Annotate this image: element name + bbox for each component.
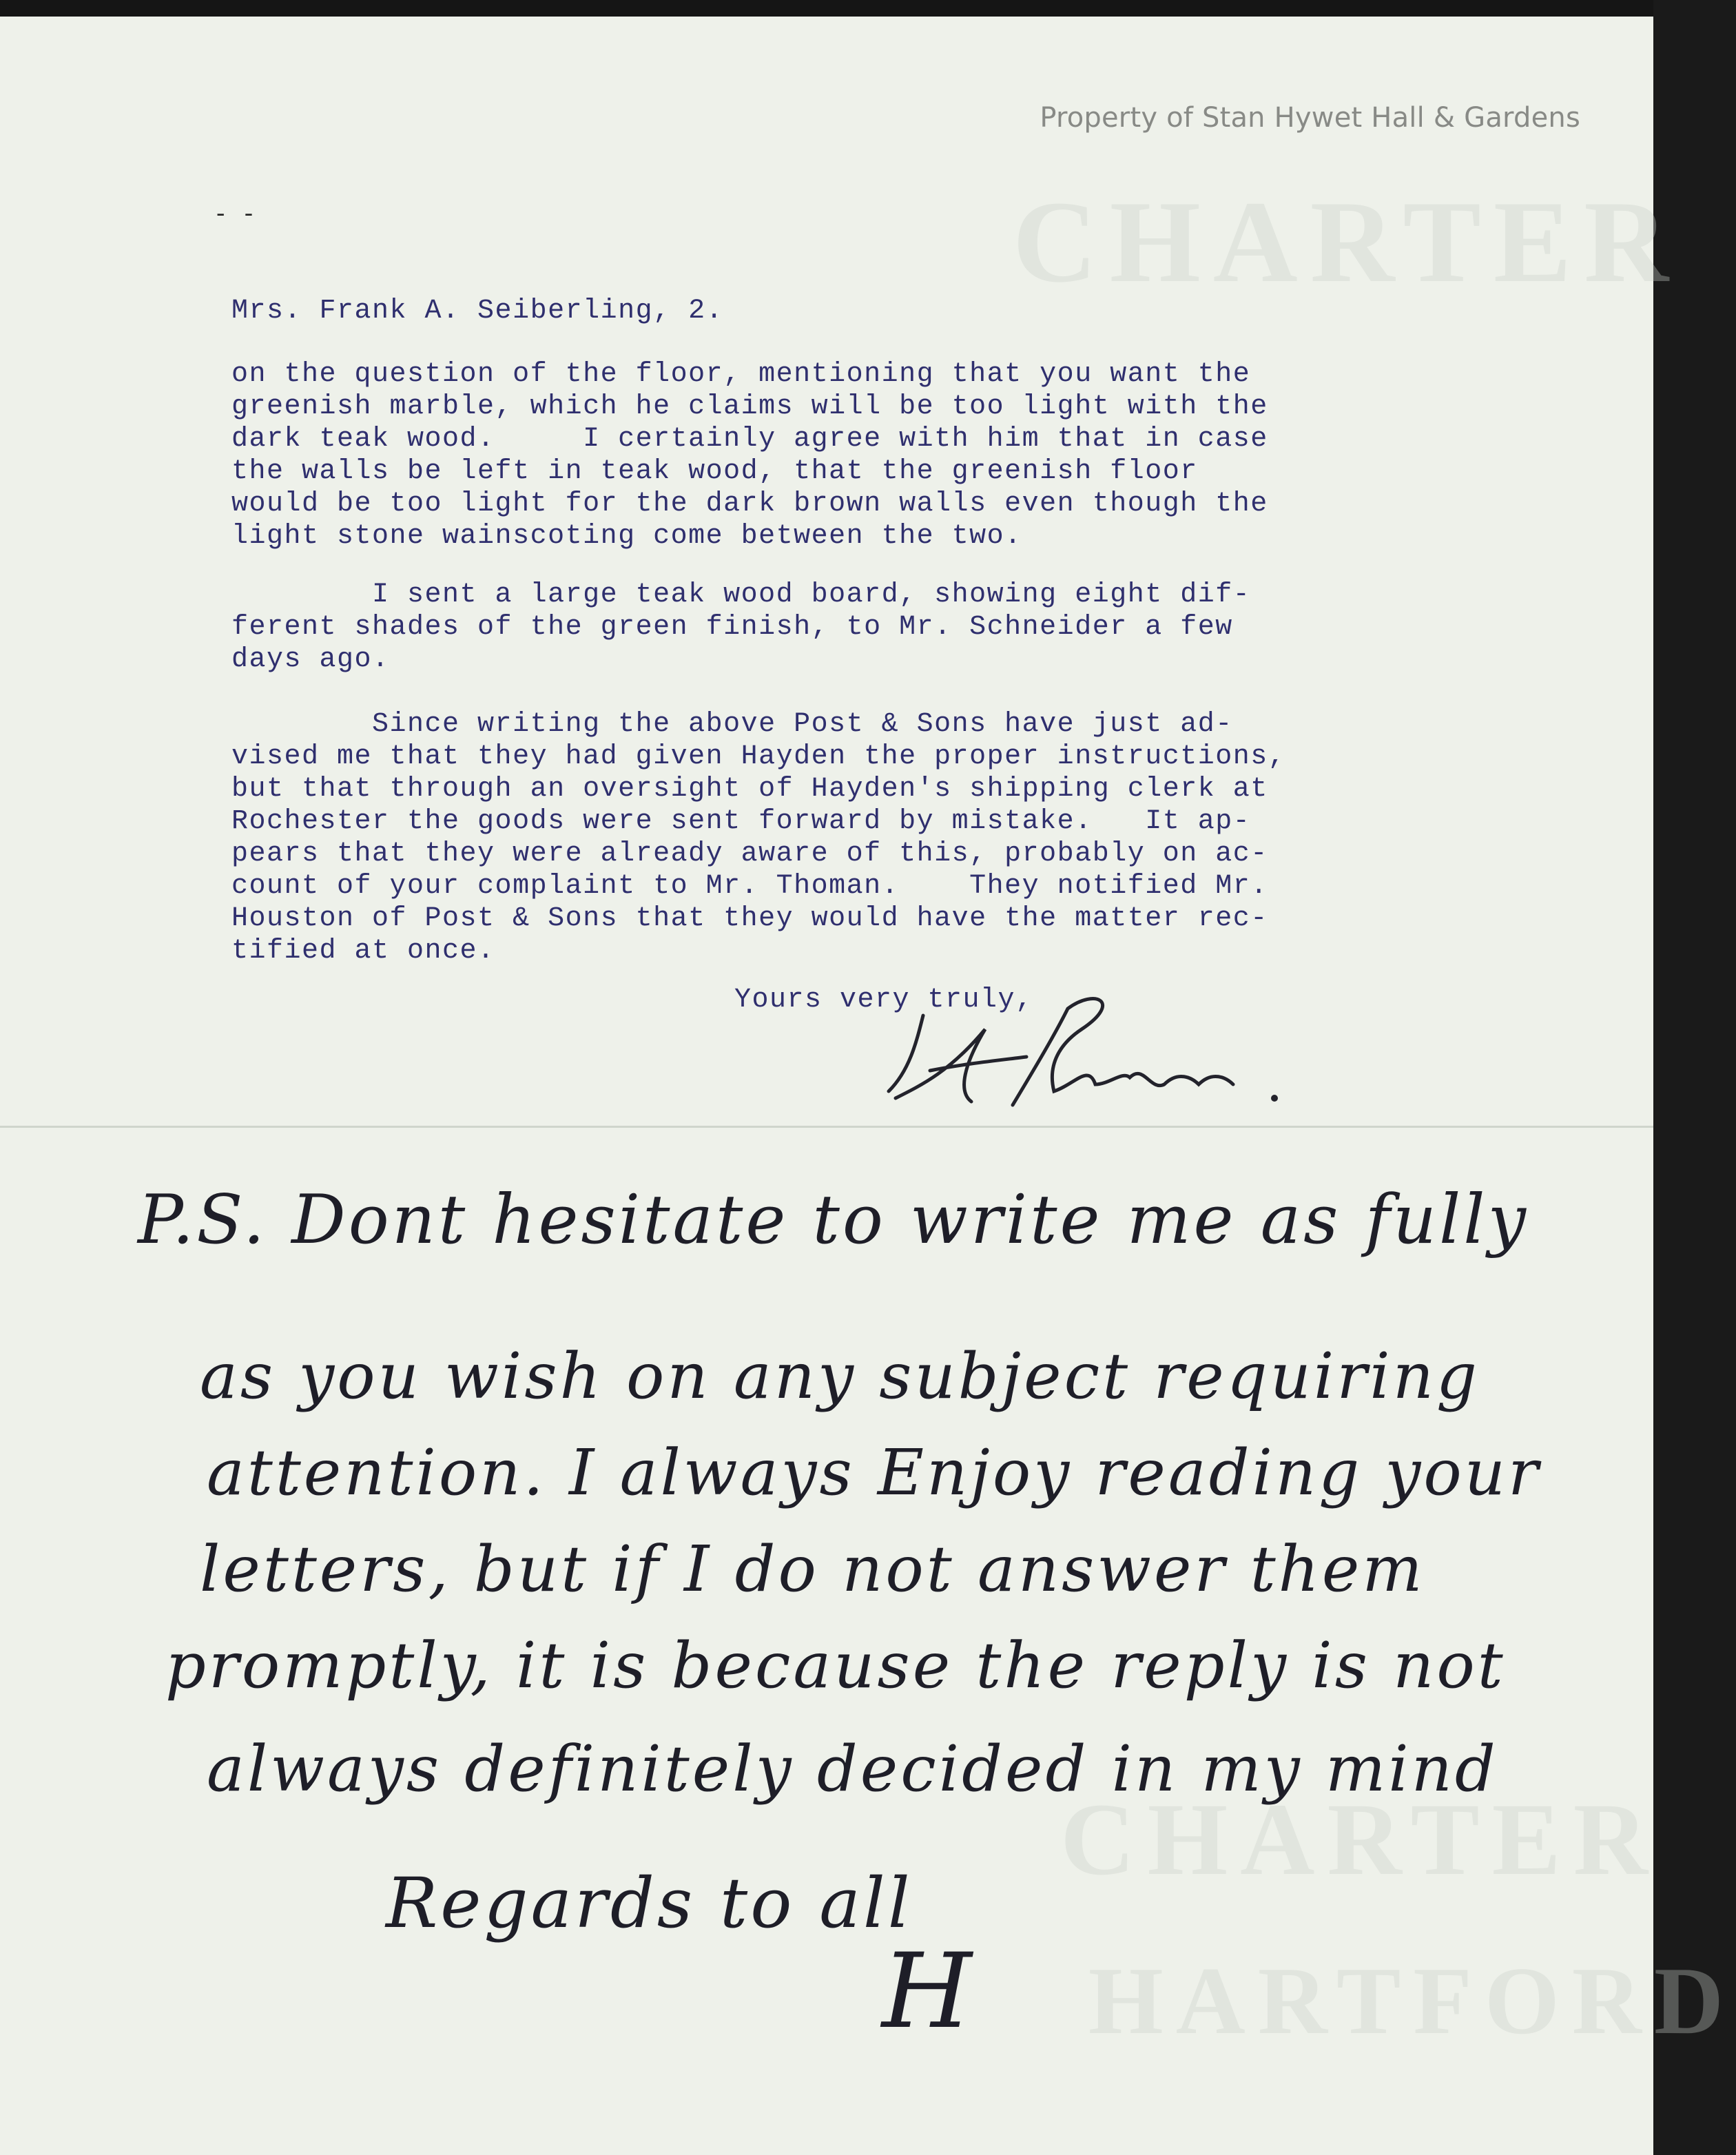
typed-line: Houston of Post & Sons that they would have the matter rec- bbox=[231, 903, 1268, 934]
typed-line: dark teak wood. I certainly agree with him that in case bbox=[231, 424, 1268, 455]
paper-fold-line bbox=[0, 1126, 1653, 1128]
typed-line: Since writing the above Post & Sons have just ad- bbox=[231, 709, 1233, 740]
typed-line: but that through an oversight of Hayden's shipping clerk at bbox=[231, 774, 1268, 805]
postscript-line: attention. I always Enjoy reading your bbox=[207, 1436, 1542, 1509]
letterhead-ghost-top: CHARTER bbox=[1012, 177, 1681, 307]
letterhead-ghost-bottom: CHARTER bbox=[1060, 1782, 1660, 1897]
typed-line: the walls be left in teak wood, that the greenish floor bbox=[231, 456, 1198, 487]
typed-line: days ago. bbox=[231, 644, 390, 675]
watermark: Property of Stan Hywet Hall & Gardens bbox=[1040, 102, 1580, 134]
typed-line: light stone wainscoting come between the two. bbox=[231, 521, 1022, 552]
postscript-line: letters, but if I do not answer them bbox=[200, 1532, 1425, 1606]
postscript-line: as you wish on any subject requiring bbox=[200, 1339, 1480, 1413]
letterhead-ghost-bottom2: HARTFORD bbox=[1088, 1948, 1736, 2054]
postscript-line: promptly, it is because the reply is not bbox=[165, 1629, 1506, 1702]
postscript-line: always definitely decided in my mind bbox=[207, 1732, 1498, 1806]
typed-line: would be too light for the dark brown walls even though the bbox=[231, 488, 1268, 519]
header-mark: - - bbox=[214, 203, 256, 229]
typed-line: ferent shades of the green finish, to Mr. Schneider a few bbox=[231, 612, 1233, 643]
typed-line: I sent a large teak wood board, showing eight dif- bbox=[231, 579, 1251, 610]
typed-line: on the question of the floor, mentioning that you want the bbox=[231, 359, 1251, 390]
typed-line: tified at once. bbox=[231, 936, 495, 967]
closing: Yours very truly, bbox=[734, 984, 1033, 1015]
postscript-line: P.S. Dont hesitate to write me as fully bbox=[138, 1181, 1529, 1259]
postscript-initials: H bbox=[882, 1932, 975, 2052]
typed-line: pears that they were already aware of this, probably on ac- bbox=[231, 838, 1268, 869]
typed-line: count of your complaint to Mr. Thoman. They notified Mr. bbox=[231, 871, 1268, 902]
typed-line: vised me that they had given Hayden the proper instructions, bbox=[231, 741, 1286, 772]
postscript-line: Regards to all bbox=[386, 1863, 913, 1943]
page-header: Mrs. Frank A. Seiberling, 2. bbox=[231, 296, 724, 327]
typed-line: greenish marble, which he claims will be too light with the bbox=[231, 391, 1268, 422]
scan-top-edge bbox=[0, 0, 1653, 17]
typed-line: Rochester the goods were sent forward by mistake. It ap- bbox=[231, 806, 1251, 837]
letter-page bbox=[0, 17, 1736, 2155]
